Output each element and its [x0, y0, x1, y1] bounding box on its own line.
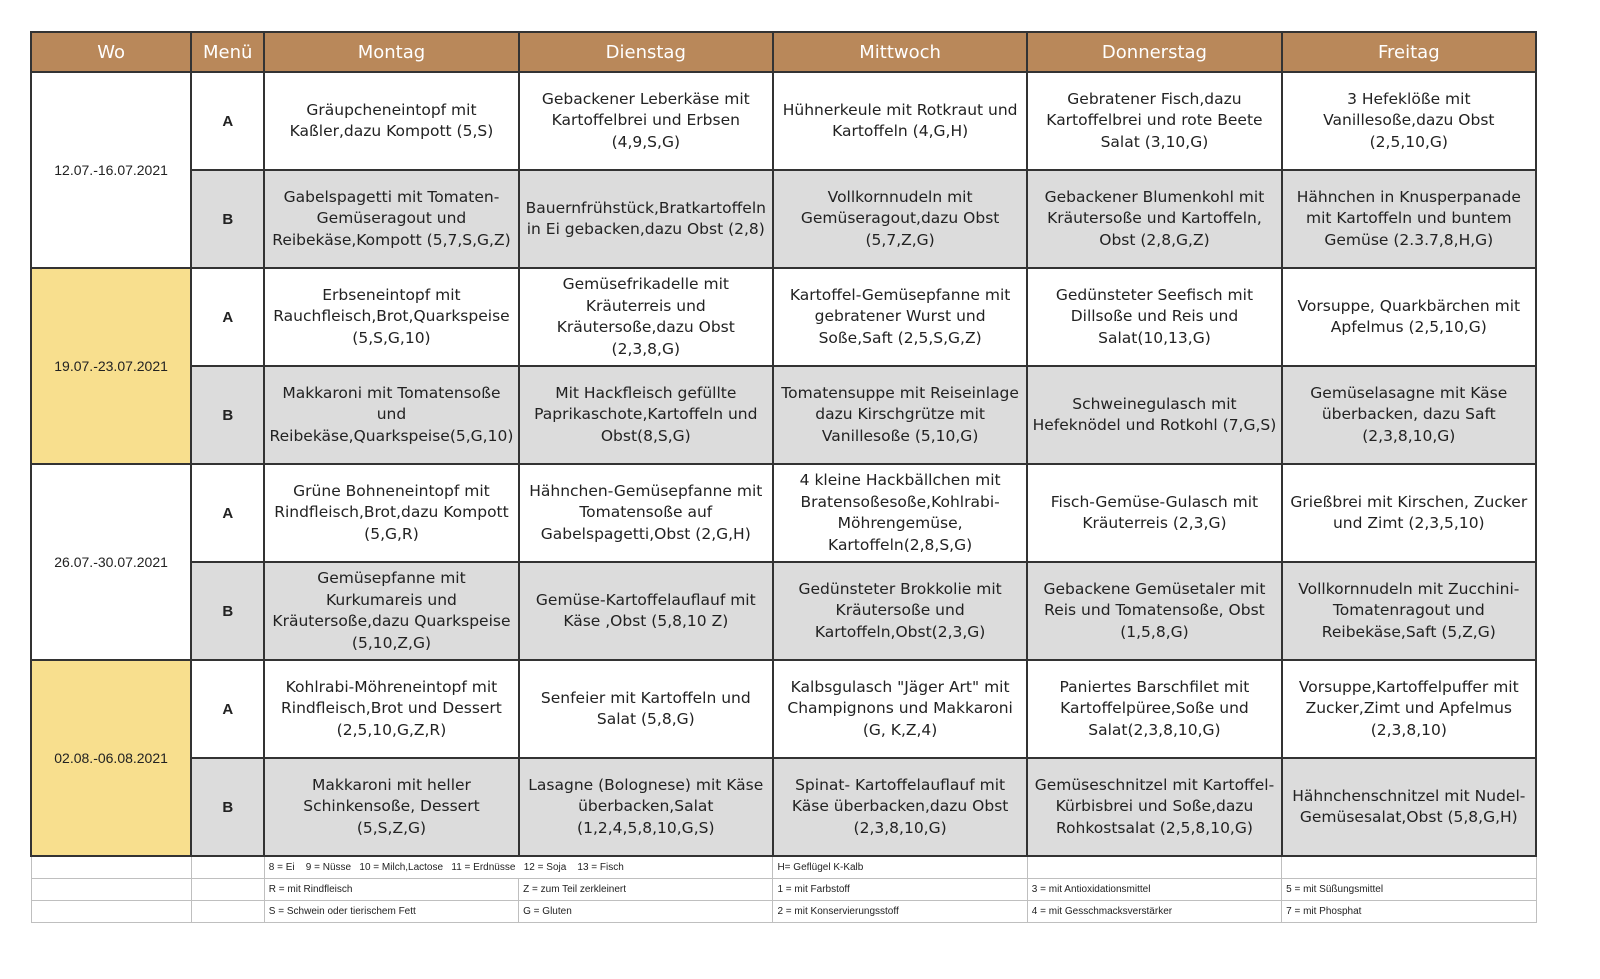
- legend-row: [31, 901, 1536, 923]
- legend-empty: [191, 856, 264, 879]
- dish-cell: Paniertes Barschfilet mit Kartoffelpüree,Soße und Salat(2,3,8,10,G): [1027, 660, 1281, 758]
- menu-label: A: [191, 268, 264, 366]
- legend-empty: [1282, 856, 1536, 879]
- dish-cell: Lasagne (Bolognese) mit Käse überbacken,Salat (1,2,4,5,8,10,G,S): [519, 758, 773, 856]
- legend-item: 2 = mit Konservierungsstoff: [773, 901, 1027, 923]
- dish-cell: Vorsuppe, Quarkbärchen mit Apfelmus (2,5,10,G): [1282, 268, 1536, 366]
- dish-cell: Gräupcheneintopf mit Kaßler,dazu Kompott (5,S): [264, 72, 518, 170]
- dish-cell: Hähnchen-Gemüsepfanne mit Tomatensoße auf Gabelspagetti,Obst (2,G,H): [519, 464, 773, 562]
- menu-label: B: [191, 562, 264, 660]
- legend-item: R = mit Rindfleisch: [264, 879, 518, 901]
- header-tuesday: Dienstag: [519, 32, 773, 72]
- legend-empty: [191, 901, 264, 923]
- header-friday: Freitag: [1282, 32, 1536, 72]
- dish-cell: Gemüse-Kartoffelauflauf mit Käse ,Obst (5,8,10 Z): [519, 562, 773, 660]
- dish-cell: Hähnchenschnitzel mit Nudel-Gemüsesalat,Obst (5,8,G,H): [1282, 758, 1536, 856]
- week-range: 26.07.-30.07.2021: [31, 464, 191, 660]
- dish-cell: Grüne Bohneneintopf mit Rindfleisch,Brot,dazu Kompott (5,G,R): [264, 464, 518, 562]
- dish-cell: Gebratener Fisch,dazu Kartoffelbrei und rote Beete Salat (3,10,G): [1027, 72, 1281, 170]
- legend-row: [31, 856, 1536, 879]
- legend-item: 3 = mit Antioxidationsmittel: [1027, 879, 1281, 901]
- dish-cell: Gebackene Gemüsetaler mit Reis und Tomatensoße, Obst (1,5,8,G): [1027, 562, 1281, 660]
- legend-item: 7 = mit Phosphat: [1282, 901, 1536, 923]
- table-row: [31, 464, 1536, 562]
- dish-cell: Vorsuppe,Kartoffelpuffer mit Zucker,Zimt und Apfelmus (2,3,8,10): [1282, 660, 1536, 758]
- dish-cell: Mit Hackfleisch gefüllte Paprikaschote,Kartoffeln und Obst(8,S,G): [519, 366, 773, 464]
- legend-empty: [31, 879, 191, 901]
- legend-item: 4 = mit Gesschmacksverstärker: [1027, 901, 1281, 923]
- dish-cell: 3 Hefeklöße mit Vanillesoße,dazu Obst (2,5,10,G): [1282, 72, 1536, 170]
- dish-cell: Hähnchen in Knusperpanade mit Kartoffeln und buntem Gemüse (2.3.7,8,H,G): [1282, 170, 1536, 268]
- legend-item: 5 = mit Süßungsmittel: [1282, 879, 1536, 901]
- dish-cell: Bauernfrühstück,Bratkartoffeln in Ei gebacken,dazu Obst (2,8): [519, 170, 773, 268]
- header-row: [31, 32, 1536, 72]
- header-wednesday: Mittwoch: [773, 32, 1027, 72]
- header-week: Wo: [31, 32, 191, 72]
- dish-cell: Makkaroni mit heller Schinkensoße, Dessert (5,S,Z,G): [264, 758, 518, 856]
- legend-item: S = Schwein oder tierischem Fett: [264, 901, 518, 923]
- legend-item: Z = zum Teil zerkleinert: [519, 879, 773, 901]
- menu-label: A: [191, 72, 264, 170]
- legend-item: G = Gluten: [519, 901, 773, 923]
- table-row: [31, 366, 1536, 464]
- dish-cell: Vollkornnudeln mit Zucchini-Tomatenragout und Reibekäse,Saft (5,Z,G): [1282, 562, 1536, 660]
- legend-allergens: 8 = Ei 9 = Nüsse 10 = Milch,Lactose 11 = Erdnüsse 12 = Soja 13 = Fisch: [264, 856, 773, 879]
- dish-cell: Erbseneintopf mit Rauchfleisch,Brot,Quarkspeise (5,S,G,10): [264, 268, 518, 366]
- dish-cell: Gebackener Leberkäse mit Kartoffelbrei und Erbsen (4,9,S,G): [519, 72, 773, 170]
- table-row: [31, 660, 1536, 758]
- legend-empty: [1027, 856, 1281, 879]
- dish-cell: Grießbrei mit Kirschen, Zucker und Zimt (2,3,5,10): [1282, 464, 1536, 562]
- dish-cell: Gemüsepfanne mit Kurkumareis und Kräutersoße,dazu Quarkspeise (5,10,Z,G): [264, 562, 518, 660]
- dish-cell: Hühnerkeule mit Rotkraut und Kartoffeln (4,G,H): [773, 72, 1027, 170]
- meal-plan-table: [30, 31, 1537, 923]
- dish-cell: Kalbsgulasch "Jäger Art" mit Champignons und Makkaroni (G, K,Z,4): [773, 660, 1027, 758]
- week-range: 19.07.-23.07.2021: [31, 268, 191, 464]
- dish-cell: Tomatensuppe mit Reiseinlage dazu Kirschgrütze mit Vanillesoße (5,10,G): [773, 366, 1027, 464]
- legend-meat: H= Geflügel K-Kalb: [773, 856, 1027, 879]
- dish-cell: Vollkornnudeln mit Gemüseragout,dazu Obst (5,7,Z,G): [773, 170, 1027, 268]
- dish-cell: Kartoffel-Gemüsepfanne mit gebratener Wurst und Soße,Saft (2,5,S,G,Z): [773, 268, 1027, 366]
- legend-row: [31, 879, 1536, 901]
- menu-label: B: [191, 170, 264, 268]
- dish-cell: Gabelspagetti mit Tomaten-Gemüseragout und Reibekäse,Kompott (5,7,S,G,Z): [264, 170, 518, 268]
- week-range: 02.08.-06.08.2021: [31, 660, 191, 856]
- menu-label: B: [191, 758, 264, 856]
- table-row: [31, 170, 1536, 268]
- dish-cell: Makkaroni mit Tomatensoße und Reibekäse,Quarkspeise(5,G,10): [264, 366, 518, 464]
- dish-cell: Schweinegulasch mit Hefeknödel und Rotkohl (7,G,S): [1027, 366, 1281, 464]
- legend-empty: [31, 856, 191, 879]
- header-thursday: Donnerstag: [1027, 32, 1281, 72]
- dish-cell: Gedünsteter Brokkolie mit Kräutersoße und Kartoffeln,Obst(2,3,G): [773, 562, 1027, 660]
- legend-item: 1 = mit Farbstoff: [773, 879, 1027, 901]
- dish-cell: Fisch-Gemüse-Gulasch mit Kräuterreis (2,3,G): [1027, 464, 1281, 562]
- dish-cell: Gedünsteter Seefisch mit Dillsoße und Reis und Salat(10,13,G): [1027, 268, 1281, 366]
- table-row: [31, 562, 1536, 660]
- dish-cell: Gebackener Blumenkohl mit Kräutersoße und Kartoffeln, Obst (2,8,G,Z): [1027, 170, 1281, 268]
- dish-cell: Kohlrabi-Möhreneintopf mit Rindfleisch,Brot und Dessert (2,5,10,G,Z,R): [264, 660, 518, 758]
- dish-cell: Spinat- Kartoffelauflauf mit Käse überbacken,dazu Obst (2,3,8,10,G): [773, 758, 1027, 856]
- dish-cell: Senfeier mit Kartoffeln und Salat (5,8,G): [519, 660, 773, 758]
- dish-cell: Gemüselasagne mit Käse überbacken, dazu Saft (2,3,8,10,G): [1282, 366, 1536, 464]
- week-range: 12.07.-16.07.2021: [31, 72, 191, 268]
- menu-label: A: [191, 660, 264, 758]
- dish-cell: Gemüsefrikadelle mit Kräuterreis und Kräutersoße,dazu Obst (2,3,8,G): [519, 268, 773, 366]
- header-menu: Menü: [191, 32, 264, 72]
- table-row: [31, 268, 1536, 366]
- dish-cell: Gemüseschnitzel mit Kartoffel-Kürbisbrei und Soße,dazu Rohkostsalat (2,5,8,10,G): [1027, 758, 1281, 856]
- menu-label: B: [191, 366, 264, 464]
- legend-empty: [191, 879, 264, 901]
- table-row: [31, 758, 1536, 856]
- menu-label: A: [191, 464, 264, 562]
- dish-cell: 4 kleine Hackbällchen mit Bratensoßesoße,Kohlrabi-Möhrengemüse, Kartoffeln(2,8,S,G): [773, 464, 1027, 562]
- legend-empty: [31, 901, 191, 923]
- header-monday: Montag: [264, 32, 518, 72]
- table-row: [31, 72, 1536, 170]
